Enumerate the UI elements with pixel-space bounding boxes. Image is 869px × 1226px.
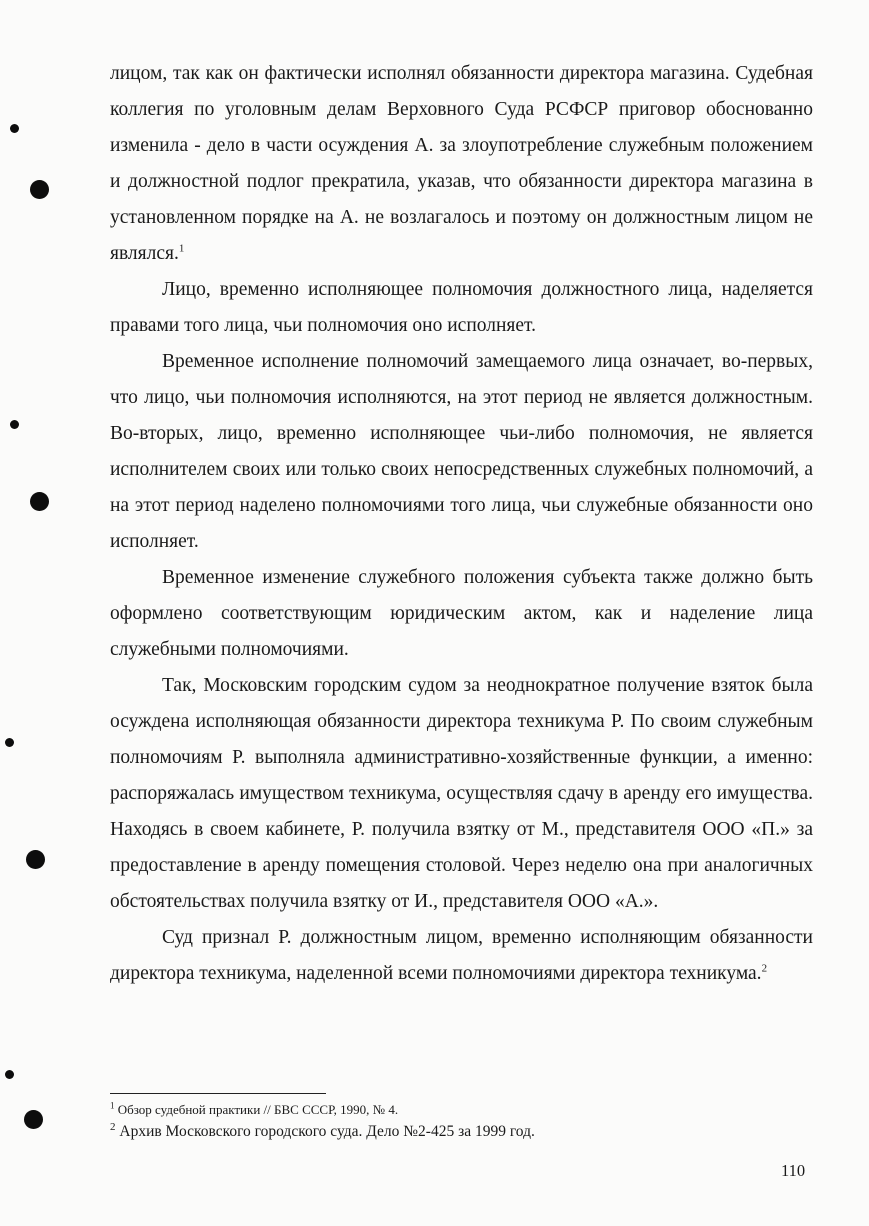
punch-hole-mark — [30, 180, 49, 199]
paragraph-text: Так, Московским городским судом за неоднократное получение взяток была осуждена исполняющая обязанности директора техникума Р. По своим служебным полномочиям Р. выполняла административно-хозяйственные функции, а именно: распоряжалась имуществом техникума, осуществляя сдачу в аренду его имущества. Находясь в своем кабинете, Р. получила взятку от М., представителя ООО «П.» за предоставление в аренду помещения столовой. Через неделю она при аналогичных обстоятельствах получила взятку от И., представителя ООО «А.». — [110, 675, 813, 912]
page-number: 110 — [781, 1161, 806, 1180]
paragraph-2 — [110, 272, 813, 344]
punch-hole-mark — [10, 420, 19, 429]
paragraph-6 — [110, 920, 813, 992]
punch-hole-mark — [5, 738, 14, 747]
footnote-text: Обзор судебной практики // БВС СССР, 1990, № 4. — [117, 1102, 399, 1117]
paragraph-1 — [110, 56, 813, 272]
punch-hole-mark — [26, 850, 45, 869]
footnote-separator — [110, 1093, 326, 1094]
footnote-mark: 2 — [110, 1120, 116, 1133]
punch-hole-mark — [10, 124, 19, 133]
paragraph-text: лицом, так как он фактически исполнял обязанности директора магазина. Судебная коллегия по уголовным делам Верховного Суда РСФСР приговор обоснованно изменила - дело в части осуждения А. за злоупотребление служебным положением и должностной подлог прекратила, указав, что обязанности директора магазина в установленном порядке на А. не возлагалось и поэтому он должностным лицом не являлся. — [110, 63, 813, 264]
punch-hole-mark — [30, 492, 49, 511]
body-text — [110, 56, 813, 992]
footnote-mark: 1 — [110, 1100, 115, 1111]
paragraph-text: Лицо, временно исполняющее полномочия должностного лица, наделяется правами того лица, чьи полномочия оно исполняет. — [110, 279, 813, 336]
paragraph-text: Временное изменение служебного положения субъекта также должно быть оформлено соответствующим юридическим актом, как и наделение лица служебными полномочиями. — [110, 567, 813, 660]
footnote-text: Архив Московского городского суда. Дело №2-425 за 1999 год. — [119, 1123, 535, 1140]
footnote-2 — [110, 1122, 810, 1142]
punch-hole-mark — [24, 1110, 43, 1129]
footnote-ref-2: 2 — [761, 962, 768, 975]
footnote-1 — [110, 1102, 810, 1118]
paragraph-text: Суд признал Р. должностным лицом, временно исполняющим обязанности директора техникума, наделенной всеми полномочиями директора техникума. — [110, 927, 813, 984]
paragraph-3 — [110, 344, 813, 560]
footnote-ref-1: 1 — [178, 242, 185, 255]
paragraph-4 — [110, 560, 813, 668]
paragraph-5 — [110, 668, 813, 920]
punch-hole-mark — [5, 1070, 14, 1079]
paragraph-text: Временное исполнение полномочий замещаемого лица означает, во-первых, что лицо, чьи полномочия исполняются, на этот период не является должностным. Во-вторых, лицо, временно исполняющее чьи-либо полномочия, не является исполнителем своих или только своих непосредственных служебных полномочий, а на этот период наделено полномочиями того лица, чьи служебные обязанности оно исполняет. — [110, 351, 813, 552]
